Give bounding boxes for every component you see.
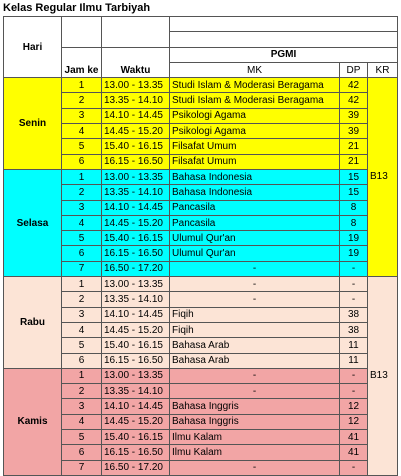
mk-cell: Filsafat Umum: [170, 139, 340, 154]
table-row: [4, 353, 398, 368]
dp-cell: 41: [340, 445, 368, 460]
waktu-cell: 16.15 - 16.50: [102, 154, 170, 169]
mk-cell: Filsafat Umum: [170, 154, 340, 169]
dp-cell: 42: [340, 78, 368, 93]
dp-cell: 15: [340, 169, 368, 184]
sheet-title: Kelas Regular Ilmu Tarbiyah: [3, 2, 151, 14]
kr-cell: [368, 78, 398, 277]
waktu-cell: 14.10 - 14.45: [102, 200, 170, 215]
table-row: [4, 215, 398, 230]
mk-cell: Ilmu Kalam: [170, 430, 340, 445]
header-row-1: [4, 17, 398, 32]
dp-cell: 15: [340, 185, 368, 200]
waktu-cell: 13.35 - 14.10: [102, 384, 170, 399]
header-mk: MK: [170, 62, 340, 77]
header-row-3: [4, 47, 398, 62]
dp-cell: -: [340, 384, 368, 399]
waktu-cell: 15.40 - 16.15: [102, 139, 170, 154]
dp-cell: 12: [340, 414, 368, 429]
waktu-cell: 14.45 - 15.20: [102, 414, 170, 429]
header-blank-top2: [170, 32, 398, 47]
header-jam-ke: Jam ke: [62, 47, 102, 78]
kr-label: B13: [370, 369, 388, 381]
dp-cell: 11: [340, 338, 368, 353]
mk-cell: -: [170, 261, 340, 276]
header-blank-jam: [62, 17, 102, 48]
waktu-cell: 13.35 - 14.10: [102, 292, 170, 307]
jam-ke-cell: 4: [62, 124, 102, 139]
table-row: [4, 430, 398, 445]
jam-ke-cell: 2: [62, 384, 102, 399]
table-row: [4, 200, 398, 215]
dp-cell: 11: [340, 353, 368, 368]
table-row: [4, 292, 398, 307]
mk-cell: Studi Islam & Moderasi Beragama: [170, 78, 340, 93]
day-name-kamis: Kamis: [4, 368, 62, 475]
table-row: [4, 322, 398, 337]
jam-ke-cell: 3: [62, 307, 102, 322]
mk-cell: -: [170, 460, 340, 475]
mk-cell: Bahasa Inggris: [170, 399, 340, 414]
waktu-cell: 13.00 - 13.35: [102, 78, 170, 93]
dp-cell: 39: [340, 108, 368, 123]
dp-cell: 42: [340, 93, 368, 108]
day-name-selasa: Selasa: [4, 169, 62, 276]
dp-cell: -: [340, 368, 368, 383]
jam-ke-cell: 6: [62, 445, 102, 460]
jam-ke-cell: 5: [62, 430, 102, 445]
header-dp: DP: [340, 62, 368, 77]
waktu-cell: 15.40 - 16.15: [102, 231, 170, 246]
mk-cell: Fiqih: [170, 307, 340, 322]
dp-cell: 21: [340, 139, 368, 154]
waktu-cell: 16.50 - 17.20: [102, 261, 170, 276]
dp-cell: 12: [340, 399, 368, 414]
waktu-cell: 16.50 - 17.20: [102, 460, 170, 475]
mk-cell: Bahasa Indonesia: [170, 185, 340, 200]
mk-cell: Ulumul Qur'an: [170, 246, 340, 261]
waktu-cell: 16.15 - 16.50: [102, 246, 170, 261]
mk-cell: Ulumul Qur'an: [170, 231, 340, 246]
dp-cell: 19: [340, 231, 368, 246]
dp-cell: 19: [340, 246, 368, 261]
table-row: [4, 261, 398, 276]
dp-cell: -: [340, 277, 368, 292]
table-row: [4, 307, 398, 322]
jam-ke-cell: 1: [62, 277, 102, 292]
jam-ke-cell: 4: [62, 215, 102, 230]
waktu-cell: 14.10 - 14.45: [102, 108, 170, 123]
mk-cell: -: [170, 368, 340, 383]
waktu-cell: 13.00 - 13.35: [102, 277, 170, 292]
mk-cell: Studi Islam & Moderasi Beragama: [170, 93, 340, 108]
waktu-cell: 14.45 - 15.20: [102, 215, 170, 230]
dp-cell: 8: [340, 200, 368, 215]
day-name-senin: Senin: [4, 78, 62, 170]
jam-ke-cell: 5: [62, 139, 102, 154]
waktu-cell: 14.10 - 14.45: [102, 307, 170, 322]
table-row: [4, 338, 398, 353]
dp-cell: 38: [340, 322, 368, 337]
table-row: [4, 368, 398, 383]
waktu-cell: 15.40 - 16.15: [102, 338, 170, 353]
jam-ke-cell: 7: [62, 460, 102, 475]
table-row: [4, 78, 398, 93]
waktu-cell: 14.45 - 15.20: [102, 322, 170, 337]
waktu-cell: 16.15 - 16.50: [102, 445, 170, 460]
mk-cell: Bahasa Arab: [170, 338, 340, 353]
table-row: [4, 185, 398, 200]
day-name-rabu: Rabu: [4, 277, 62, 369]
header-waktu: Waktu: [102, 47, 170, 78]
jam-ke-cell: 1: [62, 368, 102, 383]
jam-ke-cell: 6: [62, 353, 102, 368]
mk-cell: Psikologi Agama: [170, 124, 340, 139]
jam-ke-cell: 1: [62, 78, 102, 93]
waktu-cell: 16.15 - 16.50: [102, 353, 170, 368]
mk-cell: Ilmu Kalam: [170, 445, 340, 460]
dp-cell: 39: [340, 124, 368, 139]
table-row: [4, 139, 398, 154]
header-blank-waktu: [102, 17, 170, 48]
waktu-cell: 14.45 - 15.20: [102, 124, 170, 139]
waktu-cell: 13.35 - 14.10: [102, 185, 170, 200]
schedule-table: [3, 16, 398, 476]
table-row: [4, 277, 398, 292]
jam-ke-cell: 3: [62, 399, 102, 414]
jam-ke-cell: 1: [62, 169, 102, 184]
dp-cell: -: [340, 292, 368, 307]
jam-ke-cell: 3: [62, 200, 102, 215]
waktu-cell: 13.00 - 13.35: [102, 169, 170, 184]
kr-label: B13: [370, 170, 388, 182]
header-hari: Hari: [4, 17, 62, 78]
jam-ke-cell: 7: [62, 261, 102, 276]
dp-cell: 41: [340, 430, 368, 445]
mk-cell: Psikologi Agama: [170, 108, 340, 123]
jam-ke-cell: 4: [62, 414, 102, 429]
jam-ke-cell: 6: [62, 246, 102, 261]
header-blank-top: [170, 17, 398, 32]
waktu-cell: 15.40 - 16.15: [102, 430, 170, 445]
header-kr: KR: [368, 62, 398, 77]
jam-ke-cell: 2: [62, 93, 102, 108]
mk-cell: Pancasila: [170, 215, 340, 230]
jam-ke-cell: 5: [62, 338, 102, 353]
dp-cell: -: [340, 261, 368, 276]
jam-ke-cell: 3: [62, 108, 102, 123]
table-row: [4, 445, 398, 460]
table-row: [4, 384, 398, 399]
table-row: [4, 124, 398, 139]
dp-cell: 38: [340, 307, 368, 322]
mk-cell: -: [170, 384, 340, 399]
table-row: [4, 231, 398, 246]
table-row: [4, 399, 398, 414]
waktu-cell: 13.00 - 13.35: [102, 368, 170, 383]
mk-cell: Bahasa Indonesia: [170, 169, 340, 184]
mk-cell: Bahasa Inggris: [170, 414, 340, 429]
jam-ke-cell: 5: [62, 231, 102, 246]
kr-cell: [368, 277, 398, 476]
table-row: [4, 414, 398, 429]
header-program: PGMI: [170, 47, 398, 62]
mk-cell: Bahasa Arab: [170, 353, 340, 368]
table-row: [4, 108, 398, 123]
table-row: [4, 246, 398, 261]
jam-ke-cell: 2: [62, 185, 102, 200]
table-row: [4, 93, 398, 108]
mk-cell: Fiqih: [170, 322, 340, 337]
table-row: [4, 154, 398, 169]
dp-cell: -: [340, 460, 368, 475]
dp-cell: 21: [340, 154, 368, 169]
mk-cell: Pancasila: [170, 200, 340, 215]
jam-ke-cell: 4: [62, 322, 102, 337]
table-row: [4, 460, 398, 475]
waktu-cell: 14.10 - 14.45: [102, 399, 170, 414]
jam-ke-cell: 6: [62, 154, 102, 169]
dp-cell: 8: [340, 215, 368, 230]
mk-cell: -: [170, 292, 340, 307]
table-row: [4, 169, 398, 184]
mk-cell: -: [170, 277, 340, 292]
jam-ke-cell: 2: [62, 292, 102, 307]
waktu-cell: 13.35 - 14.10: [102, 93, 170, 108]
